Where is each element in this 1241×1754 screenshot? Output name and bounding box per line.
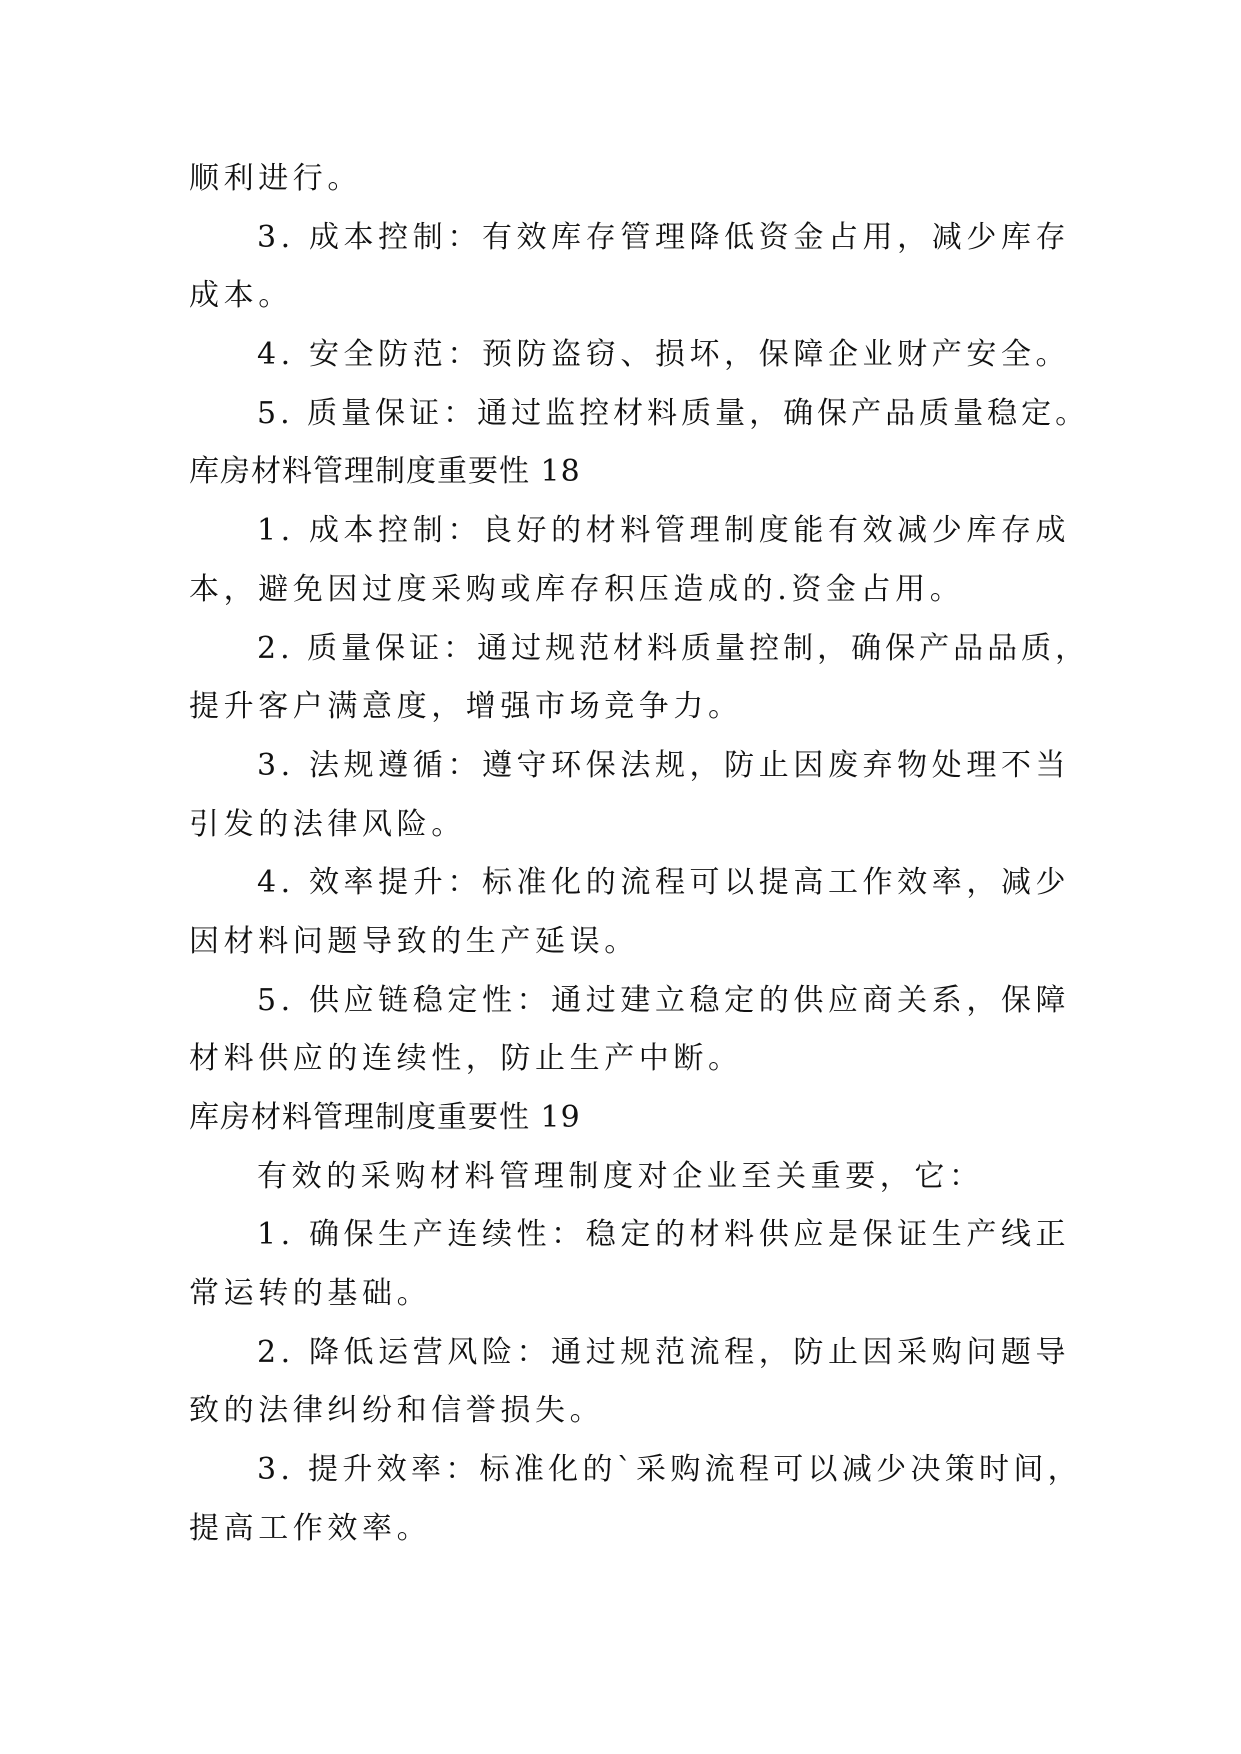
section-heading: 库房材料管理制度重要性 18	[189, 454, 581, 490]
text-line: 4. 安全防范：预防盗窃、损坏，保障企业财产安全。	[257, 337, 1071, 373]
text-line: 顺利进行。	[189, 161, 362, 196]
text-line: 1. 确保生产连续性：稳定的材料供应是保证生产线正	[257, 1217, 1071, 1253]
text-line: 3. 成本控制：有效库存管理降低资金占用，减少库存	[257, 219, 1071, 255]
text-line: 2. 质量保证：通过规范材料质量控制，确保产品品质，	[257, 630, 1090, 666]
text-line: 2. 降低运营风险：通过规范流程，防止因采购问题导	[257, 1334, 1071, 1370]
text-line: 5. 质量保证：通过监控材料质量，确保产品质量稳定。	[257, 395, 1090, 431]
text-line: 因材料问题导致的生产延误。	[189, 923, 639, 959]
text-line: 提升客户满意度，增强市场竞争力。	[189, 689, 743, 725]
text-line: 3. 提升效率：标准化的`采购流程可以减少决策时间，	[257, 1452, 1082, 1488]
text-line: 致的法律纠纷和信誉损失。	[189, 1393, 605, 1429]
text-line: 3. 法规遵循：遵守环保法规，防止因废弃物处理不当	[257, 747, 1071, 783]
document-body	[189, 150, 1089, 1559]
text-line: 5. 供应链稳定性：通过建立稳定的供应商关系，保障	[257, 982, 1071, 1018]
text-line: 常运转的基础。	[189, 1276, 432, 1312]
text-line: 4. 效率提升：标准化的流程可以提高工作效率，减少	[257, 865, 1071, 901]
text-line: 成本。	[189, 278, 293, 314]
text-line: 材料供应的连续性，防止生产中断。	[189, 1041, 743, 1077]
text-line: 本，避免因过度采购或库存积压造成的.资金占用。	[189, 571, 965, 607]
text-line: 提高工作效率。	[189, 1510, 432, 1546]
text-line: 有效的采购材料管理制度对企业至关重要，它：	[257, 1158, 984, 1194]
text-line: 1. 成本控制：良好的材料管理制度能有效减少库存成	[257, 513, 1071, 549]
text-line: 引发的法律风险。	[189, 806, 466, 842]
section-heading: 库房材料管理制度重要性 19	[189, 1100, 581, 1135]
